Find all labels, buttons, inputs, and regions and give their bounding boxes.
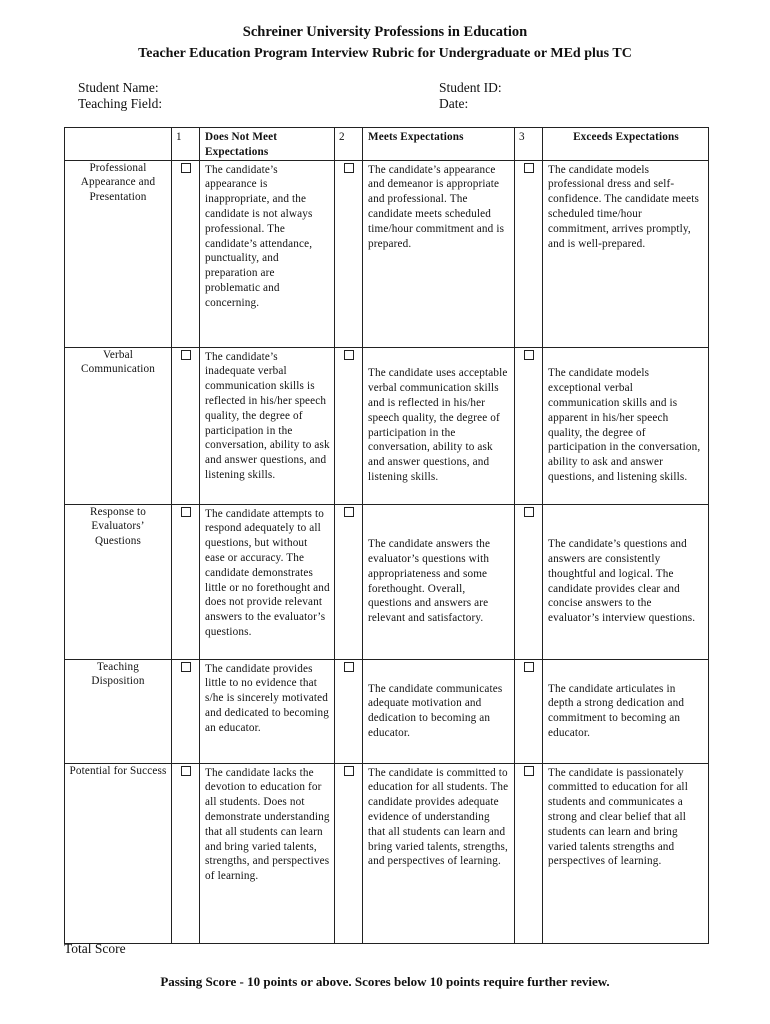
header-row — [65, 128, 709, 161]
checkbox-icon — [524, 350, 534, 360]
meets-description: The candidate is committed to education for all students. The candidate provides adequate evidence of understanding that all students can learn and bring varied talents, strengths, and perspectives of learning. — [363, 763, 515, 943]
score-2-checkbox[interactable] — [335, 347, 363, 504]
does-not-meet-description: The candidate lacks the devotion to education for all students. Does not demonstrate understanding that all students can learn and bring varied talents, strengths, and perspectives of learning. — [200, 763, 335, 943]
teaching-field-label: Teaching Field: — [78, 96, 163, 111]
does-not-meet-header: Does Not Meet Expectations — [200, 128, 335, 161]
table-row — [65, 504, 709, 659]
score-1-checkbox[interactable] — [172, 659, 200, 763]
checkbox-icon — [344, 662, 354, 672]
score-2-checkbox[interactable] — [335, 160, 363, 347]
criterion-label: Potential for Success — [65, 763, 172, 943]
score-3-checkbox[interactable] — [515, 763, 543, 943]
score-3-header: 3 — [515, 128, 543, 161]
score-2-header: 2 — [335, 128, 363, 161]
exceeds-description: The candidate articulates in depth a strong dedication and commitment to becoming an educator. — [543, 659, 709, 763]
meets-description: The candidate uses acceptable verbal communication skills and is reflected in his/her speech quality, the degree of participation in the conversation, ability to ask and answer questions, and listening skills. — [363, 347, 515, 504]
table-row — [65, 347, 709, 504]
exceeds-description: The candidate models exceptional verbal communication skills and is apparent in his/her speech quality, the degree of participation in the conversation, ability to ask and answer questions, and listening skills. — [543, 347, 709, 504]
checkbox-icon — [344, 350, 354, 360]
does-not-meet-description: The candidate provides little to no evidence that s/he is sincerely motivated and dedicated to becoming an educator. — [200, 659, 335, 763]
criterion-label: Response to Evaluators’ Questions — [65, 504, 172, 659]
score-3-checkbox[interactable] — [515, 504, 543, 659]
checkbox-icon — [181, 766, 191, 776]
score-3-checkbox[interactable] — [515, 659, 543, 763]
score-1-checkbox[interactable] — [172, 160, 200, 347]
checkbox-icon — [181, 507, 191, 517]
score-1-checkbox[interactable] — [172, 504, 200, 659]
meets-description: The candidate communicates adequate motivation and dedication to becoming an educator. — [363, 659, 515, 763]
exceeds-header: Exceeds Expectations — [543, 128, 709, 161]
checkbox-icon — [181, 662, 191, 672]
meets-description: The candidate’s appearance and demeanor is appropriate and professional. The candidate meets scheduled time/hour commitment and is prepared. — [363, 160, 515, 347]
meets-description: The candidate answers the evaluator’s questions with appropriateness and some forethought. Overall, questions and answers are relevant and satisfactory. — [363, 504, 515, 659]
checkbox-icon — [181, 163, 191, 173]
passing-score-note: Passing Score - 10 points or above. Scores below 10 points require further review. — [160, 974, 610, 989]
exceeds-description: The candidate models professional dress and self- confidence. The candidate meets scheduled time/hour commitment, arrives promptly, and is well-prepared. — [543, 160, 709, 347]
does-not-meet-description: The candidate’s appearance is inappropriate, and the candidate is not always professional. The candidate’s attendance, punctuality, and preparation are problematic and concerning. — [200, 160, 335, 347]
score-2-checkbox[interactable] — [335, 763, 363, 943]
checkbox-icon — [524, 766, 534, 776]
checkbox-icon — [344, 163, 354, 173]
table-row — [65, 160, 709, 347]
table-row — [65, 659, 709, 763]
table-row — [65, 763, 709, 943]
checkbox-icon — [181, 350, 191, 360]
score-2-checkbox[interactable] — [335, 659, 363, 763]
does-not-meet-description: The candidate attempts to respond adequately to all questions, but without ease or accuracy. The candidate demonstrates little or no forethought and does not provide relevant answers to the evaluator’s questions. — [200, 504, 335, 659]
checkbox-icon — [524, 662, 534, 672]
criterion-label: Professional Appearance and Presentation — [65, 160, 172, 347]
total-score-label: Total Score — [64, 941, 126, 956]
exceeds-description: The candidate is passionately committed to education for all students and communicates a strong and clear belief that all students can learn and bring varied talents strengths and perspectives of learning. — [543, 763, 709, 943]
checkbox-icon — [524, 163, 534, 173]
rubric-table — [64, 127, 709, 944]
criterion-label: Verbal Communication — [65, 347, 172, 504]
checkbox-icon — [344, 766, 354, 776]
score-2-checkbox[interactable] — [335, 504, 363, 659]
criterion-label: Teaching Disposition — [65, 659, 172, 763]
document-subtitle: Teacher Education Program Interview Rubric for Undergraduate or MEd plus TC — [138, 46, 632, 61]
criterion-header-cell — [65, 128, 172, 161]
date-label: Date: — [439, 96, 469, 111]
student-name-label: Student Name: — [78, 80, 159, 95]
meets-header: Meets Expectations — [363, 128, 515, 161]
score-3-checkbox[interactable] — [515, 160, 543, 347]
does-not-meet-description: The candidate’s inadequate verbal communication skills is reflected in his/her speech quality, the degree of participation in the conversation, ability to ask and answer questions, and listening skills. — [200, 347, 335, 504]
score-3-checkbox[interactable] — [515, 347, 543, 504]
checkbox-icon — [524, 507, 534, 517]
score-1-checkbox[interactable] — [172, 347, 200, 504]
score-1-header: 1 — [172, 128, 200, 161]
student-id-label: Student ID: — [439, 80, 502, 95]
document-title: Schreiner University Professions in Education — [242, 24, 528, 40]
checkbox-icon — [344, 507, 354, 517]
exceeds-description: The candidate’s questions and answers are consistently thoughtful and logical. The candidate provides clear and concise answers to the evaluator’s interview questions. — [543, 504, 709, 659]
score-1-checkbox[interactable] — [172, 763, 200, 943]
